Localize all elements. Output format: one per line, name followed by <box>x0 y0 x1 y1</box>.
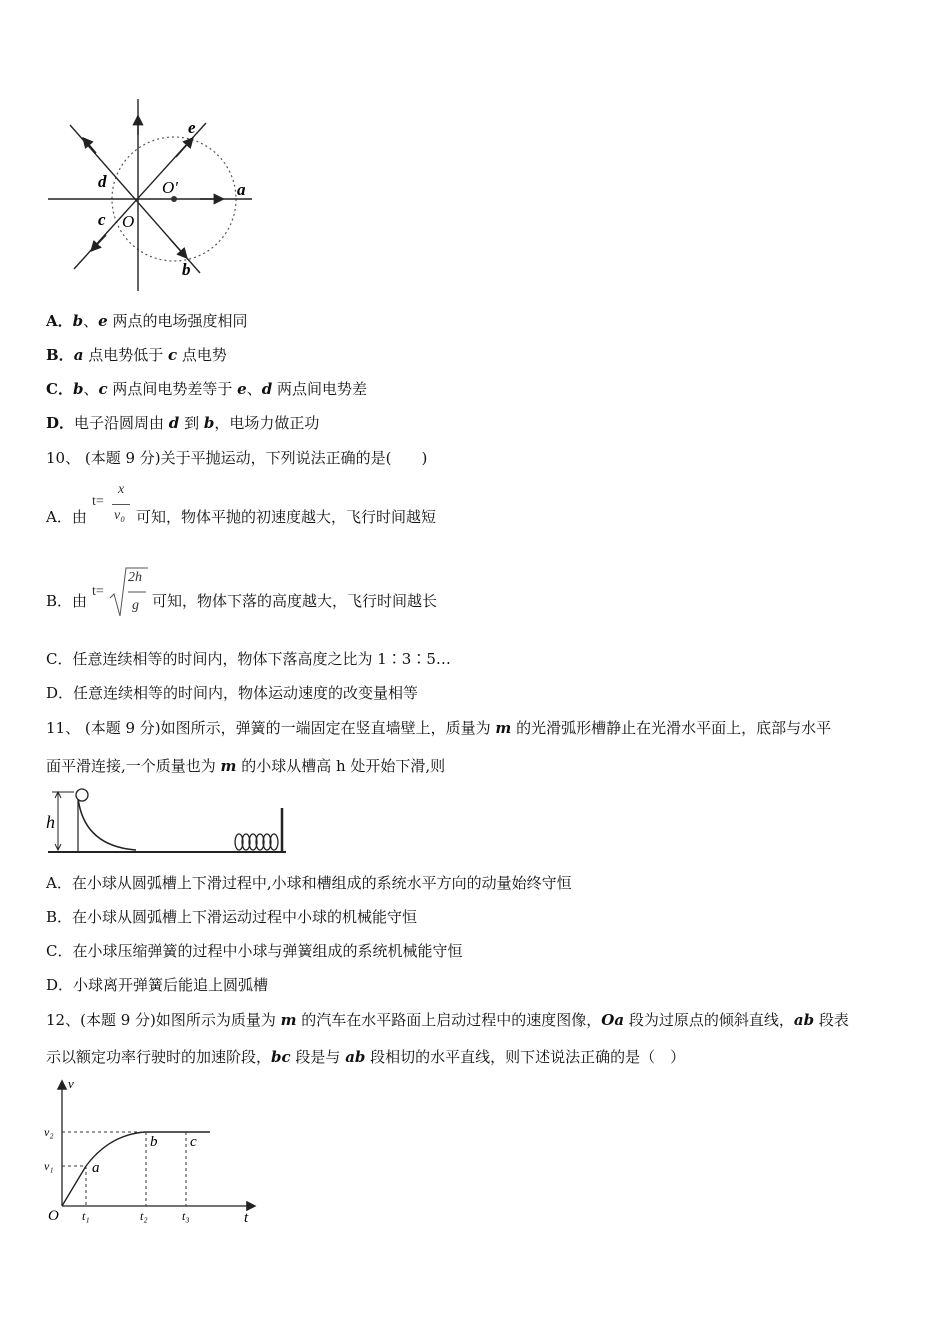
label-t3: t₃ <box>182 1209 190 1223</box>
q12-stem-line1: 12、(本题 9 分)如图所示为质量为 m 的汽车在水平路面上启动过程中的速度图像，Oa 段为过原点的倾斜直线，ab 段表 <box>46 1011 849 1029</box>
q11-option-a: A．在小球从圆弧槽上下滑过程中,小球和槽组成的系统水平方向的动量始终守恒 <box>46 874 572 892</box>
q11-option-c: C．在小球压缩弹簧的过程中小球与弹簧组成的系统机械能守恒 <box>46 942 463 960</box>
label-t1: t₁ <box>82 1209 90 1223</box>
label-d: d <box>98 172 107 191</box>
label-t2: t₂ <box>140 1209 148 1223</box>
field-lines-figure <box>40 95 260 295</box>
spring <box>235 834 278 850</box>
q11-stem-line1: 11、 (本题 9 分)如图所示，弹簧的一端固定在竖直墙壁上，质量为 m 的光滑弧形槽静止在光滑水平面上，底部与水平 <box>46 719 832 737</box>
label-h: h <box>46 812 55 832</box>
q10-formula-a: t= x v₀ <box>92 482 136 530</box>
q9-option-b: B．a 点电势低于 c 点电势 <box>46 346 227 364</box>
arc-slot-spring-figure <box>44 786 290 858</box>
q10-option-a-prefix: A．由 <box>46 508 87 526</box>
q9-option-d: D．电子沿圆周由 d 到 b，电场力做正功 <box>46 414 320 432</box>
arc-slot <box>78 798 136 850</box>
label-o: O <box>122 212 135 231</box>
velocity-time-graph <box>40 1074 265 1229</box>
label-v2: v₂ <box>44 1125 54 1139</box>
label-origin: O <box>48 1208 59 1224</box>
label-e: e <box>188 118 196 137</box>
label-v-axis: v <box>68 1076 74 1091</box>
ball <box>76 789 88 801</box>
q10-option-b-text: 可知，物体下落的高度越大，飞行时间越长 <box>152 592 438 610</box>
q10-stem: 10、 (本题 9 分)关于平抛运动，下列说法正确的是( ) <box>46 449 428 467</box>
q11-stem-line2: 面平滑连接,一个质量也为 m 的小球从槽高 h 处开始下滑,则 <box>46 757 446 775</box>
label-c: c <box>98 210 106 229</box>
q11-option-b: B．在小球从圆弧槽上下滑运动过程中小球的机械能守恒 <box>46 908 418 926</box>
q11-option-d: D．小球离开弹簧后能追上圆弧槽 <box>46 976 269 994</box>
q10-option-b-prefix: B．由 <box>46 592 88 610</box>
q12-stem-line2: 示以额定功率行驶时的加速阶段，bc 段是与 ab 段相切的水平直线，则下述说法正确的是（ ） <box>46 1048 686 1066</box>
segment-oa <box>62 1166 86 1206</box>
q10-option-d: D．任意连续相等的时间内，物体运动速度的改变量相等 <box>46 684 419 702</box>
label-b: b <box>182 260 191 279</box>
q10-option-c: C．任意连续相等的时间内，物体下落高度之比为 1∶3∶5… <box>46 650 451 668</box>
label-a: a <box>237 180 246 199</box>
label-point-b: b <box>150 1134 158 1150</box>
label-o-prime: O′ <box>162 178 178 197</box>
q10-formula-b: t= 2h g <box>92 564 150 620</box>
label-point-a: a <box>92 1160 100 1176</box>
q10-option-a-text: 可知，物体平抛的初速度越大，飞行时间越短 <box>136 508 437 526</box>
q9-option-a: A．b、e 两点的电场强度相同 <box>46 312 248 330</box>
label-point-c: c <box>190 1134 197 1150</box>
q9-option-c: C．b、c 两点间电势差等于 e、d 两点间电势差 <box>46 380 367 398</box>
label-t-axis: t <box>244 1210 249 1226</box>
label-v1: v₁ <box>44 1159 54 1173</box>
